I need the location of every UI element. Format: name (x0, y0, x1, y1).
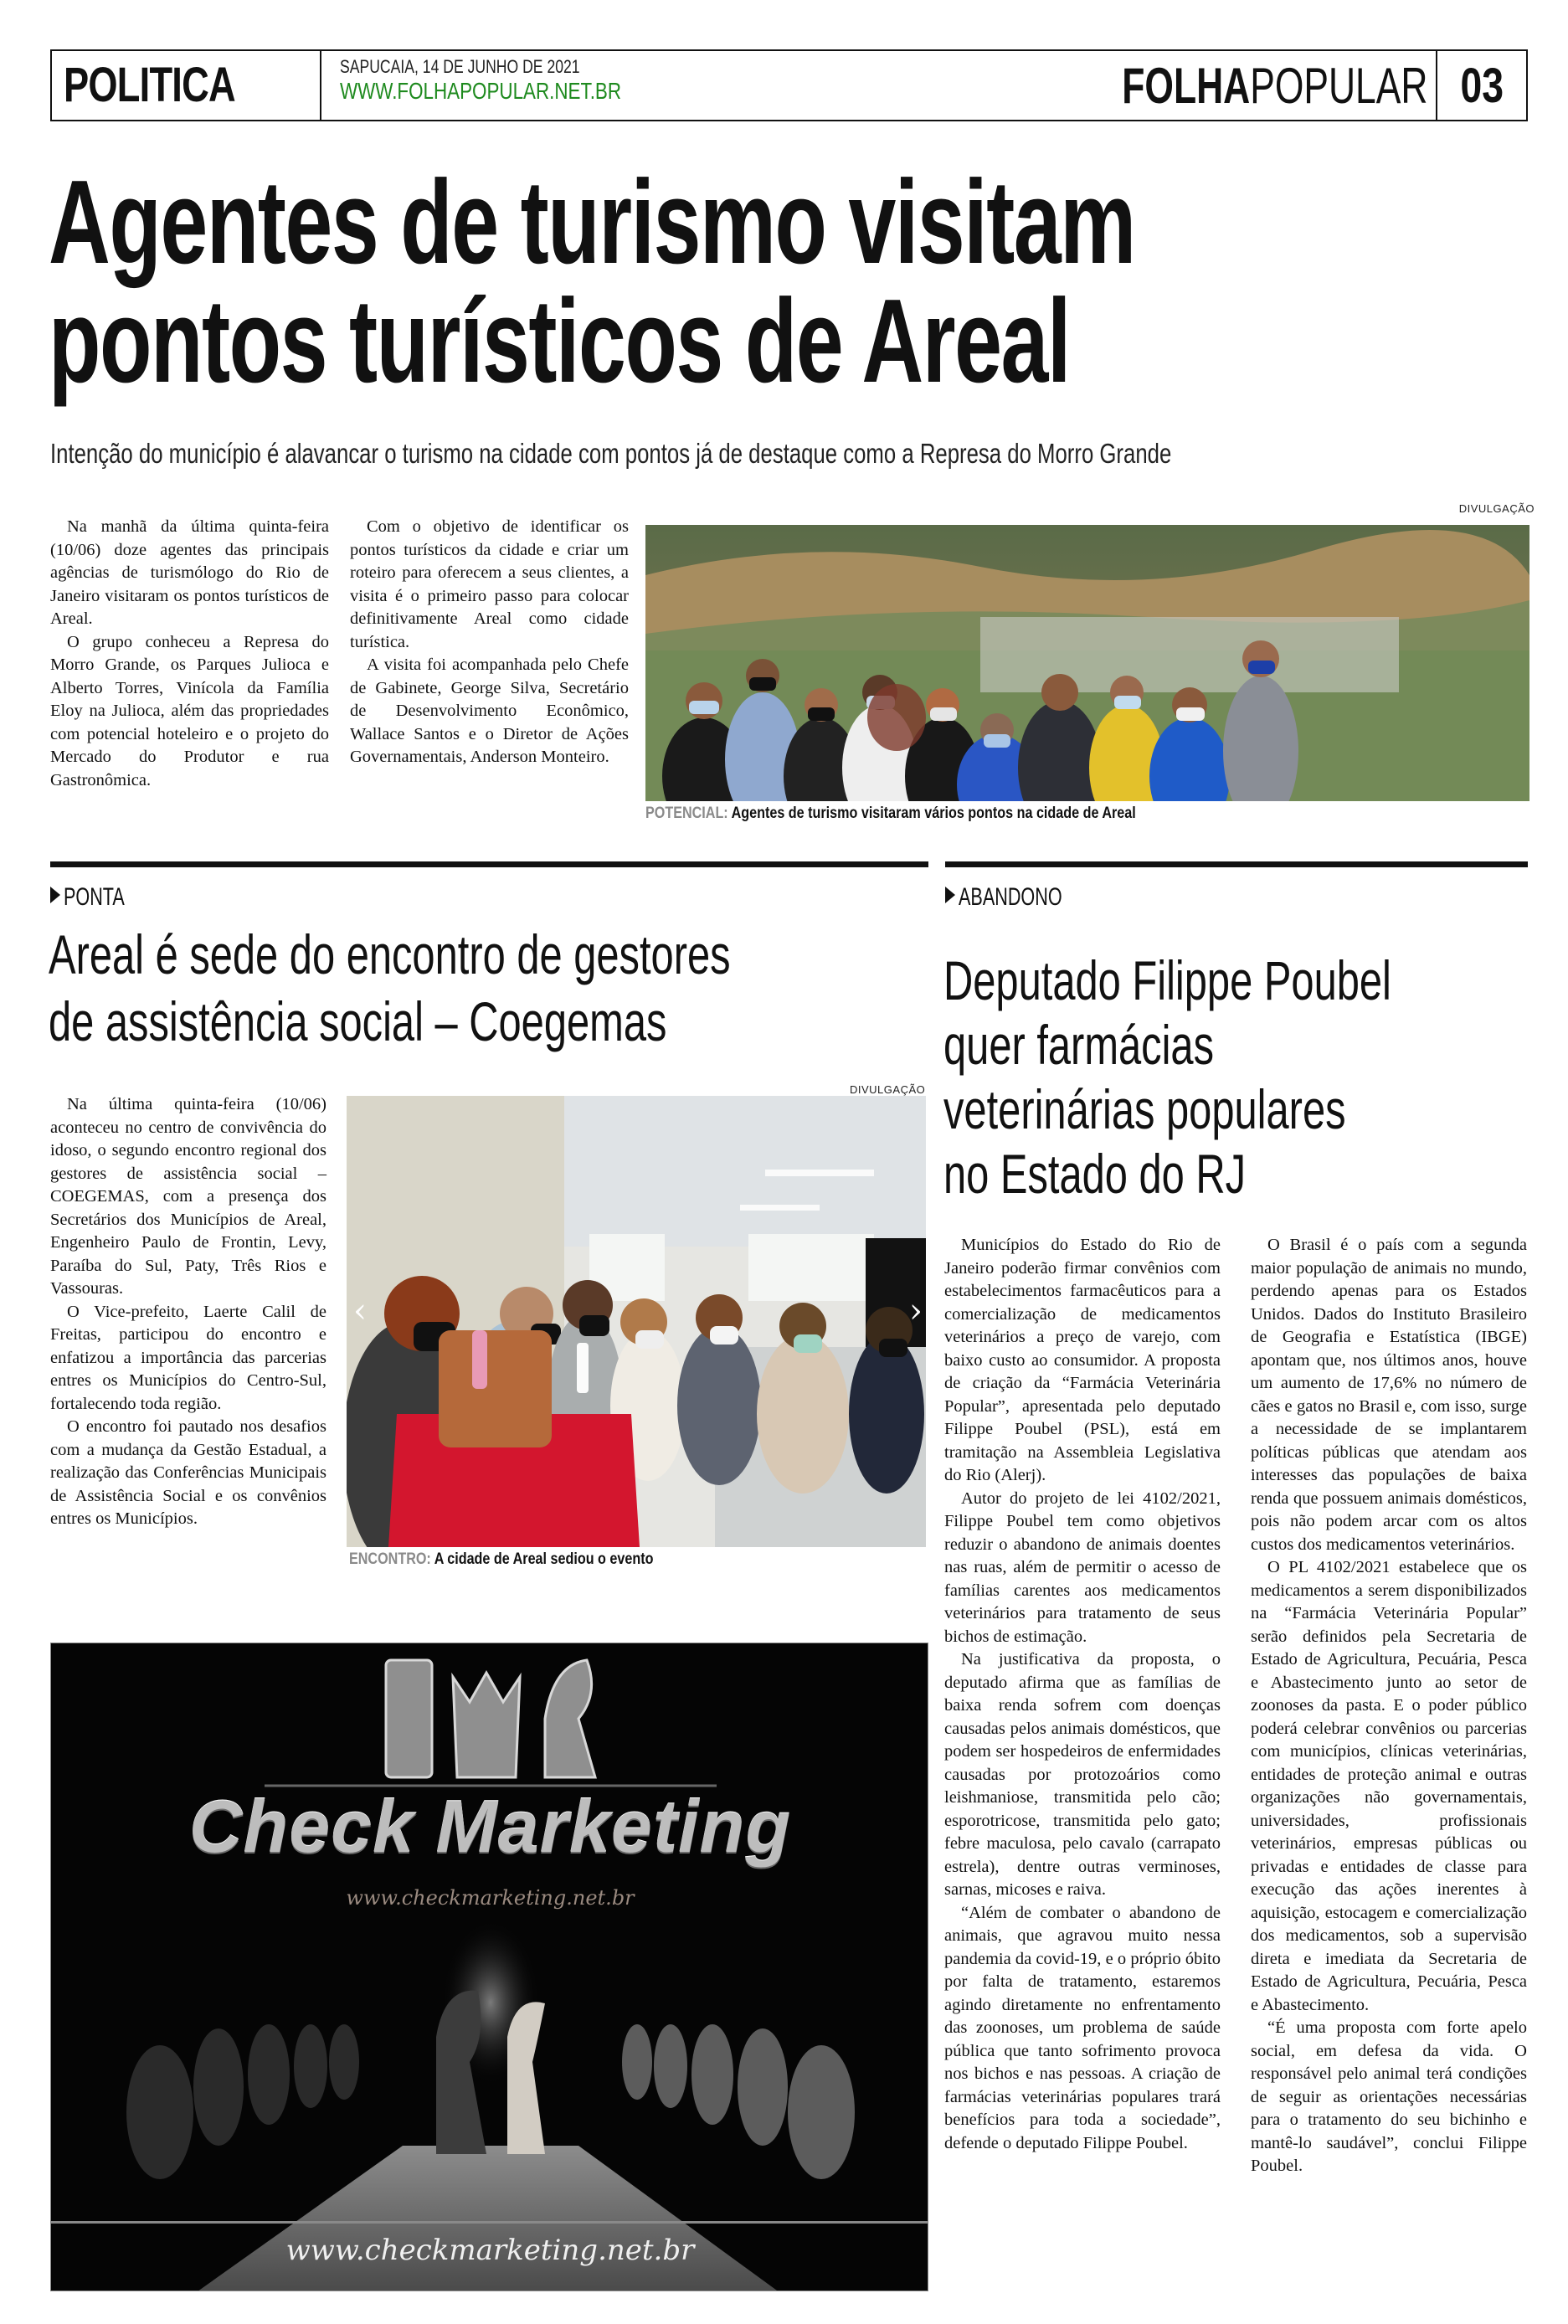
lead-subhead (50, 438, 1488, 470)
lead-headline-line: pontos turísticos de Areal (49, 275, 1070, 408)
photo-credit: DIVULGAÇÃO (1458, 502, 1535, 515)
lead-column-1 (50, 516, 329, 792)
chevron-left-icon[interactable]: ‹ (353, 1292, 367, 1330)
page-number-text: 03 (1460, 59, 1504, 113)
triangle-right-icon (945, 887, 955, 903)
paragraph: Autor do projeto de lei 4102/2021, Filippe Poubel tem como objetivos reduzir o abandono de animais doentes nas ruas, além de permitir o acesso de famílias carentes aos medicamentos veterinários para tratamento de seus bichos de estimação. (944, 1488, 1221, 1646)
headline-line: quer farmácias (943, 1014, 1215, 1076)
abandono-column-2 (1251, 1234, 1527, 2178)
paragraph: “Além de combater o abandono de animais, que agravou muito nessa pandemia da covid-19, e o próprio óbito por falta de tratamento, estaremos agindo diretamente no enfrentamento das zoonoses, um problema de saúde pública que tanto sofrimento provoca nos bichos e nas pessoas. A criação de farmácias veterinárias populares trará benefícios para toda a sociedade”, defende o deputado Filippe Poubel. (944, 1903, 1221, 2152)
dateline-text: SAPUCAIA, 14 DE JUNHO DE 2021 (340, 56, 580, 77)
section-divider (945, 861, 1528, 867)
headline-line: Deputado Filippe Poubel (943, 949, 1391, 1011)
ponta-photo (347, 1096, 926, 1547)
dateline (340, 56, 640, 78)
lead-column-2 (350, 516, 629, 769)
ponta-headline (49, 921, 970, 1055)
logo-bold: FOLHA (1121, 58, 1250, 114)
chevron-right-icon[interactable]: › (909, 1292, 923, 1330)
ponta-body (50, 1093, 326, 1531)
ad-brand-logo: Check Marketing (188, 1785, 792, 1868)
paragraph: O Vice-prefeito, Laerte Calil de Freitas, participou do encontro e enfatizou a importância das parcerias entres os Municípios do Centro-Sul, fortalecendo toda região. (50, 1302, 326, 1413)
lead-subhead-text: Intenção do município é alavancar o turismo na cidade com pontos já de destaque como a Represa do Morro Grande (50, 438, 1172, 469)
site-url[interactable] (340, 78, 691, 105)
paragraph: Com o objetivo de identificar os pontos turísticos da cidade e criar um roteiro para oferecem a seus clientes, a visita é o primeiro passo para colocar definitivamente Areal como cidade turística. (350, 517, 629, 651)
paragraph: Municípios do Estado do Rio de Janeiro poderão firmar convênios com estabelecimentos farmacêuticos para a comercialização de medicamentos veterinários a preço de varejo, com baixo custo ao consumidor. A proposta de criação da “Farmácia Veterinária Popular”, apresentada pelo deputado Filippe Poubel (PSL), está em tramitação na Assembleia Legislativa do Rio (Alerj). (944, 1236, 1221, 1484)
newspaper-logo (1015, 51, 1427, 120)
caption-text: A cidade de Areal sediou o evento (434, 1550, 654, 1568)
headline-line: no Estado do RJ (943, 1143, 1247, 1205)
section-label: POLITICA (64, 58, 235, 112)
tourism-group-photo (645, 525, 1529, 801)
section-divider (50, 861, 928, 867)
paragraph: O PL 4102/2021 estabelece que os medicamentos a serem disponibilizados na “Farmácia Veterinária Popular” serão definidos pela Secretaria de Estado de Agricultura, Pecuária, Pesca e Abastecimento junto ao setor de zoonoses da pasta. E o poder público poderá celebrar convênios ou parcerias com municípios, clínicas veterinárias, entidades de proteção animal e outras organizações não governamentais, universidades, profissionais veterinários, empresas públicas ou privadas e entidades de classe para execução das ações inerentes à aquisição, estocagem e comercialização dos medicamentos, sob a supervisão direta e imediata da Secretaria de Estado de Agricultura, Pecuária, Pesca e Abastecimento. (1251, 1558, 1527, 2014)
triangle-right-icon (50, 887, 60, 903)
ponta-photo-caption (349, 1550, 707, 1569)
lead-headline-line: Agentes de turismo visitam (49, 156, 1135, 289)
paragraph: “É uma proposta com forte apelo social, em defesa da vida. O responsável pelo animal terá condições de seguir as orientações necessárias para o tratamento do seu bichinho e mantê-lo saudável”, conclui Filippe Poubel. (1251, 2018, 1527, 2175)
section-name (52, 51, 321, 120)
ad-url-bottom[interactable]: www.checkmarketing.net.br (285, 2234, 695, 2267)
headline-line: de assistência social – Coegemas (49, 990, 667, 1052)
chess-artwork (51, 1643, 928, 2291)
lead-headline (49, 156, 1472, 408)
caption-label: POTENCIAL: (645, 805, 728, 822)
caption-text: Agentes de turismo visitaram vários pontos na cidade de Areal (731, 805, 1136, 822)
kicker-abandono (945, 883, 1103, 912)
paragraph: Na última quinta-feira (10/06) aconteceu no centro de convivência do idoso, o segundo encontro regional dos gestores de assistência social – COEGEMAS, com a presença dos Secretários dos Municípios de Areal, Engenheiro Paulo de Frontin, Levy, Paraíba do Sul, Paty, Três Rios e Vassouras. (50, 1095, 326, 1298)
check-marketing-ad[interactable] (50, 1643, 928, 2291)
kicker-text: PONTA (64, 883, 125, 911)
paragraph: O encontro foi pautado nos desafios com a mudança da Gestão Estadual, a realização das Conferências Municipais de Assistência Social e os convênios entres os Municípios. (50, 1417, 326, 1528)
caption-label: ENCONTRO: (349, 1550, 431, 1568)
paragraph: O Brasil é o país com a segunda maior população de animais no mundo, perdendo apenas para os Estados Unidos. Dados do Instituto Brasileiro de Geografia e Estatística (IBGE) apontam que, nos últimos anos, houve um aumento de 17,6% no número de cães e gatos no Brasil e, com isso, surge a necessidade de se implantarem políticas públicas que atendam aos interesses das populações de baixa renda que possuem animais domésticos, pois não podem arcar com os altos custos dos medicamentos veterinários. (1251, 1236, 1527, 1554)
ad-url-top[interactable]: www.checkmarketing.net.br (346, 1886, 635, 1910)
kicker-ponta (50, 883, 148, 912)
abandono-headline (943, 949, 1549, 1206)
lead-photo (645, 525, 1529, 801)
photo-credit: DIVULGAÇÃO (850, 1083, 926, 1096)
paragraph: Na manhã da última quinta-feira (10/06) doze agentes das principais agências de turismólogo do Rio de Janeiro visitaram os pontos turísticos de Areal. (50, 517, 329, 628)
lead-photo-caption (645, 805, 1222, 823)
masthead (50, 49, 1528, 121)
headline-line: Areal é sede do encontro de gestores (49, 923, 731, 985)
paragraph: A visita foi acompanhada pelo Chefe de Gabinete, George Silva, Secretário de Desenvolvimento Econômico, Wallace Santos e o Diretor de Ações Governamentais, Anderson Monteiro. (350, 656, 629, 766)
kicker-text: ABANDONO (959, 883, 1062, 911)
abandono-column-1 (944, 1234, 1221, 2155)
meeting-photo (347, 1096, 926, 1547)
headline-line: veterinárias populares (943, 1078, 1346, 1140)
paragraph: O grupo conheceu a Represa do Morro Grande, os Parques Julioca e Alberto Torres, Vinícola da Família Eloy na Julioca, além das propriedades com potencial hoteleiro e o projeto do Mercado do Produtor e rua Gastronômica. (50, 632, 329, 789)
site-url-text[interactable]: WWW.FOLHAPOPULAR.NET.BR (340, 78, 622, 104)
page-number (1436, 51, 1526, 120)
logo-light: POPULAR (1249, 58, 1427, 114)
paragraph: Na justificativa da proposta, o deputado afirma que as famílias de baixa renda sofrem com doenças causadas pelos animais domésticos, que podem ser hospedeiros de enfermidades causadas por protozoários como leishmaniose, transmitida pelo cão; esporotricose, transmitida pelo gato; febre maculosa, pelo cavalo (carrapato estrela), dentre outras verminoses, sarnas, micoses e raiva. (944, 1650, 1221, 1899)
